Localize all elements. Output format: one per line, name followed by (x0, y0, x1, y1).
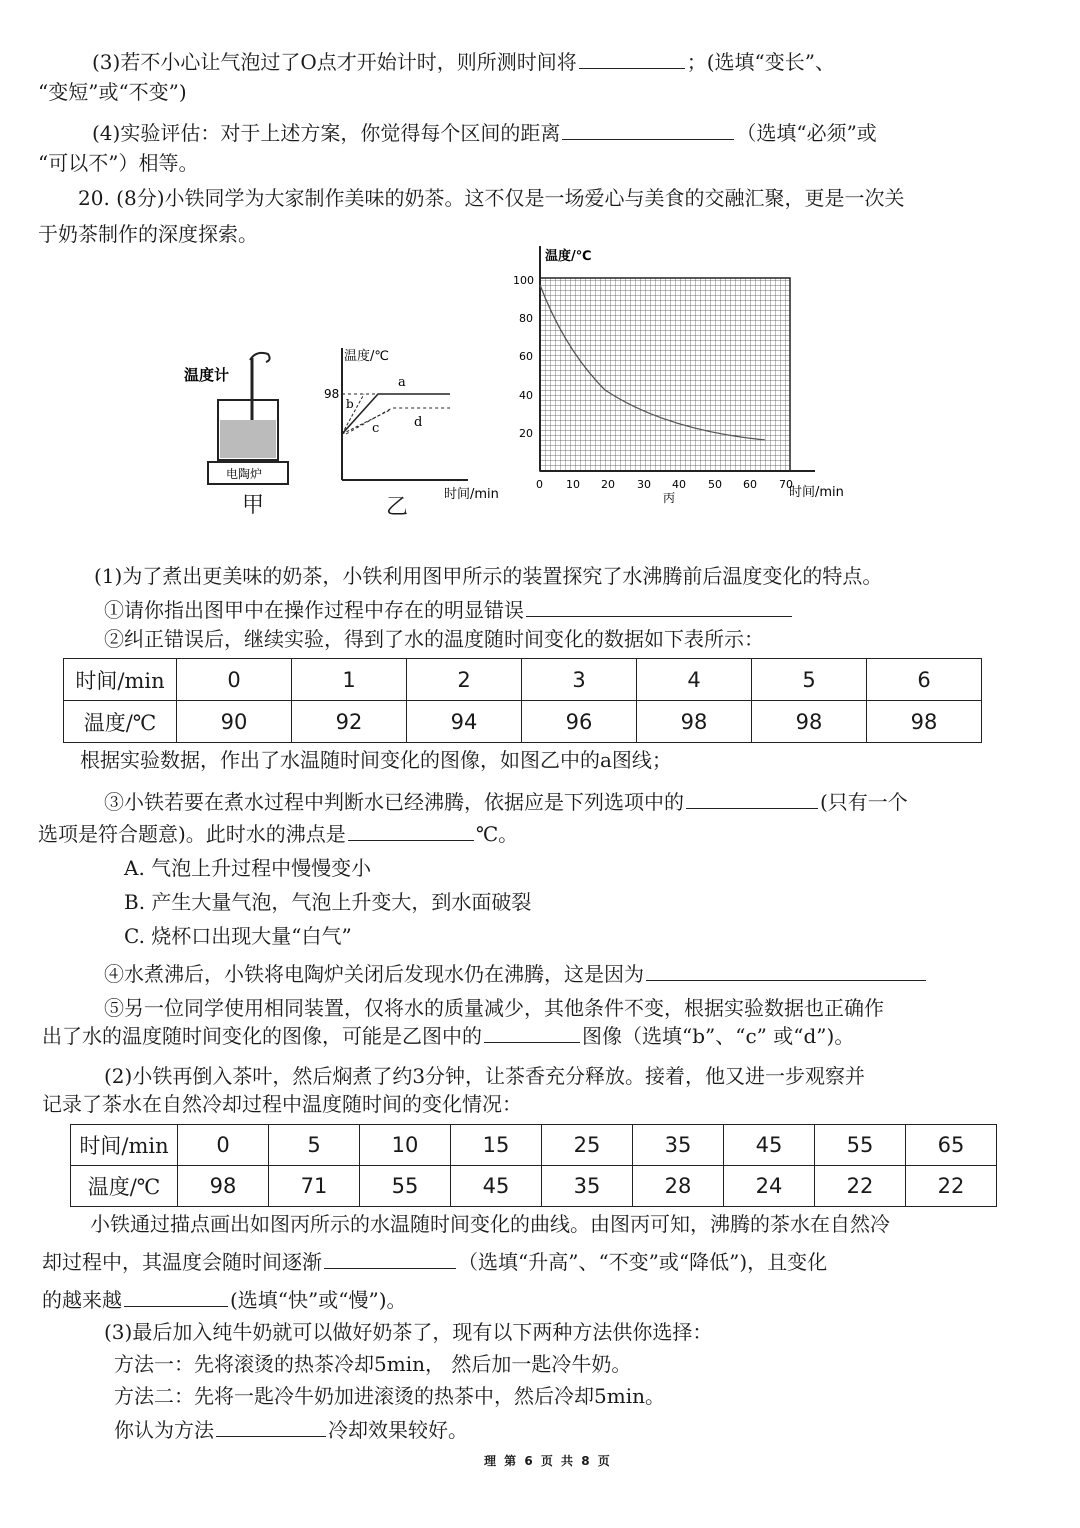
q20-p2c: 小铁通过描点画出如图丙所示的水温随时间变化的曲线。由图丙可知，沸腾的茶水在自然冷 (90, 1212, 890, 1236)
data-table-1 (63, 658, 982, 743)
q20-p1-4: ④水煮沸后，小铁将电陶炉关闭后发现水仍在沸腾，这是因为 (104, 962, 644, 986)
caption-yi: 乙 (386, 495, 409, 520)
q20-p1-3-line2 (38, 818, 518, 848)
xtick: 40 (672, 478, 686, 491)
table-header: 温度/℃ (71, 1166, 178, 1207)
table-cell: 45 (451, 1166, 542, 1207)
table-row (64, 659, 982, 701)
option-a: A. 气泡上升过程中慢慢变小 (124, 856, 372, 880)
grid-area (540, 278, 790, 471)
q20-p1-5c: 图像（选填“b”、“c” 或“d”)。 (582, 1024, 855, 1048)
table-row (71, 1125, 997, 1166)
table-header: 时间/min (71, 1125, 178, 1166)
answer-blank[interactable] (124, 1284, 228, 1307)
table-cell: 71 (269, 1166, 360, 1207)
line-a (342, 394, 450, 434)
answer-blank[interactable] (324, 1246, 456, 1269)
table-cell: 92 (292, 701, 407, 743)
xtick: 0 (536, 478, 543, 491)
label-b: b (346, 397, 354, 411)
q19-p3c: “变短”或“不变”) (38, 80, 187, 104)
q20-p3-q-b: 冷却效果较好。 (328, 1418, 468, 1442)
q20-p2a: (2)小铁再倒入茶叶，然后焖煮了约3分钟，让茶香充分释放。接着，他又进一步观察并 (104, 1064, 866, 1088)
table-cell: 65 (906, 1125, 997, 1166)
table-cell: 0 (177, 659, 292, 701)
q20-p1-3a: ③小铁若要在煮水过程中判断水已经沸腾，依据应是下列选项中的 (104, 790, 684, 814)
table-header: 时间/min (64, 659, 177, 701)
table-cell: 98 (178, 1166, 269, 1207)
after-table1: 根据实验数据，作出了水温随时间变化的图像，如图乙中的a图线； (80, 748, 672, 772)
table-cell: 0 (178, 1125, 269, 1166)
table-cell: 98 (637, 701, 752, 743)
q20-p1-3-line1 (104, 786, 908, 816)
q20-p3: (3)最后加入纯牛奶就可以做好奶茶了，现有以下两种方法供你选择： (104, 1320, 713, 1344)
answer-blank[interactable] (216, 1414, 326, 1437)
data-table-2 (70, 1124, 997, 1207)
q19-p4b: （选填“必须”或 (736, 121, 877, 145)
q20-p1-5-line2 (42, 1020, 854, 1050)
q20-p3-answer-line (114, 1414, 468, 1444)
bing-xlabel: 时间/min (789, 485, 844, 500)
table-cell: 2 (407, 659, 522, 701)
q20-intro-line2: 于奶茶制作的深度探索。 (38, 222, 258, 246)
table-cell: 10 (360, 1125, 451, 1166)
q20-p2b: 记录了茶水在自然冷却过程中温度随时间的变化情况： (42, 1092, 522, 1116)
label-c: c (372, 421, 380, 436)
table-cell: 94 (407, 701, 522, 743)
q20-p1: (1)为了煮出更美味的奶茶，小铁利用图甲所示的装置探究了水沸腾前后温度变化的特点。 (94, 564, 883, 588)
table-cell: 28 (633, 1166, 724, 1207)
q20-p2g: (选填“快”或“慢”)。 (230, 1288, 407, 1312)
page-footer: 理 第 6 页 共 8 页 (484, 1454, 612, 1468)
table-cell: 98 (867, 701, 982, 743)
bing-ylabel: 温度/℃ (545, 249, 592, 264)
q20-p1-2: ②纠正错误后，继续实验，得到了水的温度随时间变化的数据如下表所示： (104, 627, 764, 651)
method-1: 方法一：先将滚烫的热茶冷却5min， 然后加一匙冷牛奶。 (114, 1352, 632, 1376)
caption-jia: 甲 (242, 493, 265, 518)
option-b: B. 产生大量气泡，气泡上升变大，到水面破裂 (124, 890, 532, 914)
figure-yi (318, 342, 518, 512)
table-cell: 35 (542, 1166, 633, 1207)
answer-blank[interactable] (484, 1020, 580, 1043)
method-2: 方法二：先将一匙冷牛奶加进滚烫的热茶中，然后冷却5min。 (114, 1384, 665, 1408)
table-cell: 22 (906, 1166, 997, 1207)
table-cell: 45 (724, 1125, 815, 1166)
table-cell: 96 (522, 701, 637, 743)
table-cell: 3 (522, 659, 637, 701)
water-icon (220, 420, 276, 458)
table-cell: 25 (542, 1125, 633, 1166)
q20-p2e: （选填“升高”、“不变”或“降低”)，且变化 (458, 1250, 828, 1274)
xtick: 60 (743, 478, 757, 491)
q20-p1-4-line (104, 958, 928, 988)
q20-p1-1-line (104, 594, 794, 624)
label-a: a (398, 375, 406, 390)
table-cell: 22 (815, 1166, 906, 1207)
yi-xlabel: 时间/min (444, 487, 499, 502)
xtick: 20 (601, 478, 615, 491)
answer-blank[interactable] (348, 818, 474, 841)
q19-p4c: “可以不”）相等。 (38, 151, 199, 175)
table-cell: 90 (177, 701, 292, 743)
q20-p1-3b: (只有一个 (820, 790, 908, 814)
table-cell: 1 (292, 659, 407, 701)
q19-part3-line1 (92, 46, 835, 76)
ytick: 60 (519, 350, 533, 363)
table-cell: 4 (637, 659, 752, 701)
answer-blank[interactable] (646, 958, 926, 981)
xtick: 10 (566, 478, 580, 491)
ytick: 40 (519, 389, 533, 402)
table-header: 温度/℃ (64, 701, 177, 743)
q19-p3a: (3)若不小心让气泡过了O点才开始计时，则所测时间将 (92, 50, 577, 74)
table-row (64, 701, 982, 743)
ytick: 100 (513, 274, 534, 287)
q20-p1-3c: 选项是符合题意)。此时水的沸点是 (38, 822, 346, 846)
q20-p1-5a: ⑤另一位同学使用相同装置，仅将水的质量减少，其他条件不变，根据实验数据也正确作 (104, 996, 884, 1020)
answer-blank[interactable] (526, 594, 792, 617)
table-cell: 24 (724, 1166, 815, 1207)
table-row (71, 1166, 997, 1207)
q20-p1-1: ①请你指出图甲中在操作过程中存在的明显错误 (104, 598, 524, 622)
q20-p2f: 的越来越 (42, 1288, 122, 1312)
q20-intro-line1: 20. (8分)小铁同学为大家制作美味的奶茶。这不仅是一场爱心与美食的交融汇聚，更是一次关 (78, 186, 905, 210)
thermometer-label: 温度计 (184, 366, 230, 384)
xtick: 50 (708, 478, 722, 491)
figure-bing (505, 240, 875, 508)
ytick: 20 (519, 427, 533, 440)
stove-label: 电陶炉 (226, 467, 263, 481)
yi-98-label: 98 (324, 387, 340, 401)
q19-p4a: (4)实验评估：对于上述方案，你觉得每个区间的距离 (92, 121, 561, 145)
table-cell: 35 (633, 1125, 724, 1166)
answer-blank[interactable] (686, 786, 818, 809)
caption-bing: 丙 (663, 491, 676, 505)
q20-p2d: 却过程中，其温度会随时间逐渐 (42, 1250, 322, 1274)
label-d: d (414, 415, 423, 430)
yi-ylabel: 温度/℃ (344, 349, 389, 364)
table-cell: 55 (815, 1125, 906, 1166)
q20-p3-q-a: 你认为方法 (114, 1418, 214, 1442)
xtick: 70 (779, 478, 793, 491)
table-cell: 98 (752, 701, 867, 743)
table-cell: 6 (867, 659, 982, 701)
q19-p3b: ；(选填“变长”、 (686, 50, 835, 74)
table-cell: 55 (360, 1166, 451, 1207)
table-cell: 5 (269, 1125, 360, 1166)
answer-blank[interactable] (562, 117, 734, 140)
table-cell: 15 (451, 1125, 542, 1166)
table-cell: 5 (752, 659, 867, 701)
q20-p2-line2 (42, 1246, 827, 1276)
q20-p1-5b: 出了水的温度随时间变化的图像，可能是乙图中的 (42, 1024, 482, 1048)
answer-blank[interactable] (579, 46, 685, 69)
q20-p1-3d: ℃。 (475, 822, 519, 846)
ytick: 80 (519, 312, 533, 325)
xtick: 30 (637, 478, 651, 491)
option-c: C. 烧杯口出现大量“白气” (124, 924, 352, 948)
q20-p2-line3 (42, 1284, 407, 1314)
q19-part4-line1 (92, 117, 877, 147)
